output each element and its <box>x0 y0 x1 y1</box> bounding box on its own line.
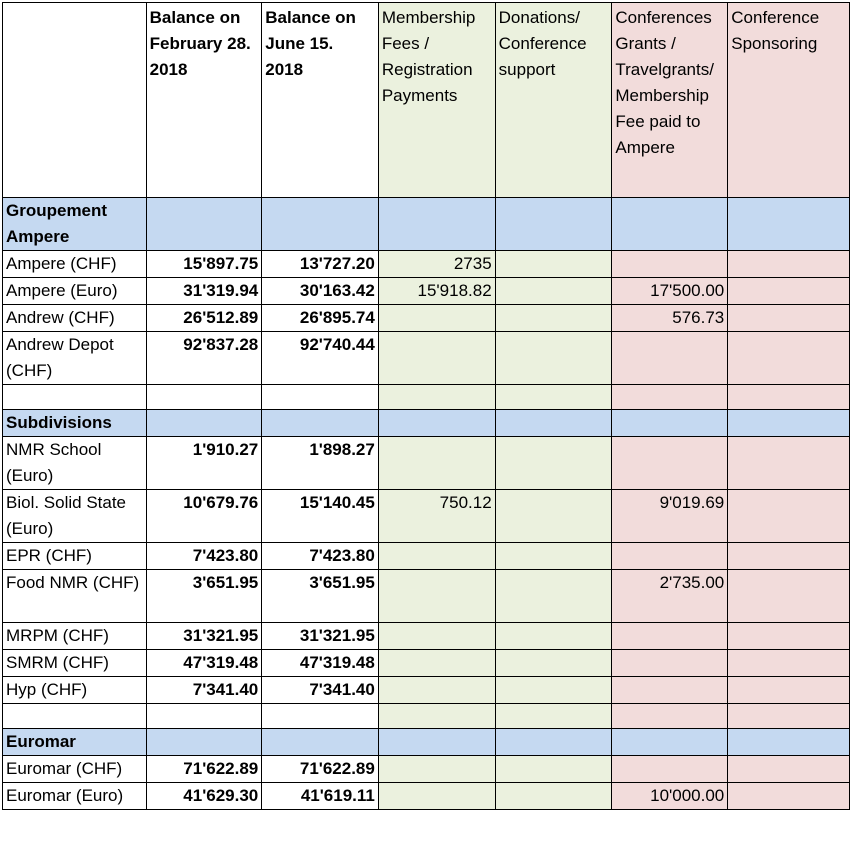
sponsoring-cell <box>728 623 850 650</box>
row-label: Ampere (CHF) <box>3 251 147 278</box>
conferences-cell <box>612 251 728 278</box>
empty-cell <box>612 385 728 410</box>
empty-cell <box>612 198 728 251</box>
sponsoring-cell <box>728 305 850 332</box>
row-label: NMR School (Euro) <box>3 437 147 490</box>
conferences-cell <box>612 623 728 650</box>
balance-feb-cell: 15'897.75 <box>146 251 262 278</box>
empty-cell <box>378 729 495 756</box>
donations-cell <box>495 437 612 490</box>
empty-cell <box>728 704 850 729</box>
donations-cell <box>495 490 612 543</box>
row-label: Biol. Solid State (Euro) <box>3 490 147 543</box>
donations-cell <box>495 251 612 278</box>
sponsoring-cell <box>728 490 850 543</box>
empty-cell <box>262 198 379 251</box>
sponsoring-cell <box>728 756 850 783</box>
empty-cell <box>378 410 495 437</box>
balance-feb-cell: 41'629.30 <box>146 783 262 810</box>
membership-cell <box>378 677 495 704</box>
empty-cell <box>262 385 379 410</box>
row-label: EPR (CHF) <box>3 543 147 570</box>
table-row <box>3 783 850 810</box>
section-label: Euromar <box>3 729 147 756</box>
section-label: Subdivisions <box>3 410 147 437</box>
balance-feb-cell: 31'319.94 <box>146 278 262 305</box>
balance-feb-cell: 31'321.95 <box>146 623 262 650</box>
conferences-cell: 10'000.00 <box>612 783 728 810</box>
empty-cell <box>262 704 379 729</box>
membership-cell <box>378 332 495 385</box>
empty-cell <box>146 385 262 410</box>
balance-feb-cell: 7'423.80 <box>146 543 262 570</box>
empty-cell <box>262 729 379 756</box>
sponsoring-cell <box>728 783 850 810</box>
balance-feb-cell: 47'319.48 <box>146 650 262 677</box>
section-label: Groupement Ampere <box>3 198 147 251</box>
balance-jun-cell: 3'651.95 <box>262 570 379 623</box>
row-label: Andrew Depot (CHF) <box>3 332 147 385</box>
donations-cell <box>495 278 612 305</box>
section-row-subdivisions <box>3 410 850 437</box>
table-row <box>3 650 850 677</box>
header-balance-feb: Balance on February 28. 2018 <box>146 3 262 198</box>
section-row-groupement <box>3 198 850 251</box>
table-row <box>3 570 850 623</box>
header-conferences: Conferences Grants / Travelgrants/ Membership Fee paid to Ampere <box>612 3 728 198</box>
membership-cell <box>378 756 495 783</box>
balance-feb-cell: 26'512.89 <box>146 305 262 332</box>
balance-jun-cell: 92'740.44 <box>262 332 379 385</box>
balance-jun-cell: 30'163.42 <box>262 278 379 305</box>
header-row <box>3 3 850 198</box>
header-label <box>3 3 147 198</box>
balance-feb-cell: 3'651.95 <box>146 570 262 623</box>
balance-feb-cell: 71'622.89 <box>146 756 262 783</box>
empty-cell <box>612 729 728 756</box>
empty-cell <box>378 704 495 729</box>
donations-cell <box>495 332 612 385</box>
empty-cell <box>262 410 379 437</box>
sponsoring-cell <box>728 278 850 305</box>
sponsoring-cell <box>728 332 850 385</box>
conferences-cell: 576.73 <box>612 305 728 332</box>
balance-feb-cell: 10'679.76 <box>146 490 262 543</box>
donations-cell <box>495 756 612 783</box>
table-row <box>3 278 850 305</box>
empty-cell <box>495 410 612 437</box>
table-row <box>3 332 850 385</box>
donations-cell <box>495 783 612 810</box>
row-label: SMRM (CHF) <box>3 650 147 677</box>
table-row <box>3 756 850 783</box>
donations-cell <box>495 543 612 570</box>
empty-cell <box>495 198 612 251</box>
balance-jun-cell: 47'319.48 <box>262 650 379 677</box>
table-row <box>3 305 850 332</box>
conferences-cell <box>612 650 728 677</box>
conferences-cell <box>612 332 728 385</box>
sponsoring-cell <box>728 650 850 677</box>
membership-cell <box>378 650 495 677</box>
membership-cell: 15'918.82 <box>378 278 495 305</box>
empty-cell <box>728 729 850 756</box>
sponsoring-cell <box>728 251 850 278</box>
conferences-cell <box>612 543 728 570</box>
table-row <box>3 437 850 490</box>
membership-cell <box>378 543 495 570</box>
membership-cell: 2735 <box>378 251 495 278</box>
membership-cell: 750.12 <box>378 490 495 543</box>
balance-sheet-table <box>2 2 850 810</box>
balance-feb-cell: 7'341.40 <box>146 677 262 704</box>
sponsoring-cell <box>728 570 850 623</box>
header-donations: Donations/ Conference support <box>495 3 612 198</box>
balance-feb-cell: 1'910.27 <box>146 437 262 490</box>
empty-cell <box>146 729 262 756</box>
donations-cell <box>495 650 612 677</box>
table-row <box>3 490 850 543</box>
empty-cell <box>378 198 495 251</box>
empty-cell <box>146 410 262 437</box>
row-label: Food NMR (CHF) <box>3 570 147 623</box>
membership-cell <box>378 305 495 332</box>
donations-cell <box>495 623 612 650</box>
conferences-cell <box>612 437 728 490</box>
empty-cell <box>612 704 728 729</box>
sponsoring-cell <box>728 543 850 570</box>
membership-cell <box>378 623 495 650</box>
balance-jun-cell: 13'727.20 <box>262 251 379 278</box>
balance-jun-cell: 31'321.95 <box>262 623 379 650</box>
conferences-cell <box>612 677 728 704</box>
balance-jun-cell: 7'423.80 <box>262 543 379 570</box>
empty-cell <box>146 198 262 251</box>
balance-jun-cell: 26'895.74 <box>262 305 379 332</box>
membership-cell <box>378 437 495 490</box>
table-row <box>3 677 850 704</box>
empty-cell <box>146 704 262 729</box>
section-row-euromar <box>3 729 850 756</box>
balance-jun-cell: 7'341.40 <box>262 677 379 704</box>
empty-cell <box>728 410 850 437</box>
donations-cell <box>495 570 612 623</box>
empty-cell <box>3 385 147 410</box>
balance-jun-cell: 15'140.45 <box>262 490 379 543</box>
table-row <box>3 623 850 650</box>
row-label: Euromar (Euro) <box>3 783 147 810</box>
donations-cell <box>495 305 612 332</box>
balance-jun-cell: 41'619.11 <box>262 783 379 810</box>
conferences-cell: 2'735.00 <box>612 570 728 623</box>
empty-cell <box>728 198 850 251</box>
empty-cell <box>378 385 495 410</box>
header-membership: Membership Fees / Registration Payments <box>378 3 495 198</box>
empty-cell <box>3 704 147 729</box>
empty-cell <box>495 704 612 729</box>
empty-cell <box>495 385 612 410</box>
conferences-cell: 9'019.69 <box>612 490 728 543</box>
table-row <box>3 251 850 278</box>
empty-cell <box>728 385 850 410</box>
balance-feb-cell: 92'837.28 <box>146 332 262 385</box>
row-label: Andrew (CHF) <box>3 305 147 332</box>
donations-cell <box>495 677 612 704</box>
row-label: Ampere (Euro) <box>3 278 147 305</box>
balance-jun-cell: 1'898.27 <box>262 437 379 490</box>
header-balance-jun: Balance on June 15. 2018 <box>262 3 379 198</box>
row-label: Hyp (CHF) <box>3 677 147 704</box>
spacer-row <box>3 704 850 729</box>
empty-cell <box>495 729 612 756</box>
empty-cell <box>612 410 728 437</box>
row-label: MRPM (CHF) <box>3 623 147 650</box>
sponsoring-cell <box>728 437 850 490</box>
conferences-cell <box>612 756 728 783</box>
row-label: Euromar (CHF) <box>3 756 147 783</box>
membership-cell <box>378 570 495 623</box>
membership-cell <box>378 783 495 810</box>
sponsoring-cell <box>728 677 850 704</box>
balance-jun-cell: 71'622.89 <box>262 756 379 783</box>
table-row <box>3 543 850 570</box>
spacer-row <box>3 385 850 410</box>
conferences-cell: 17'500.00 <box>612 278 728 305</box>
header-sponsoring: Conference Sponsoring <box>728 3 850 198</box>
